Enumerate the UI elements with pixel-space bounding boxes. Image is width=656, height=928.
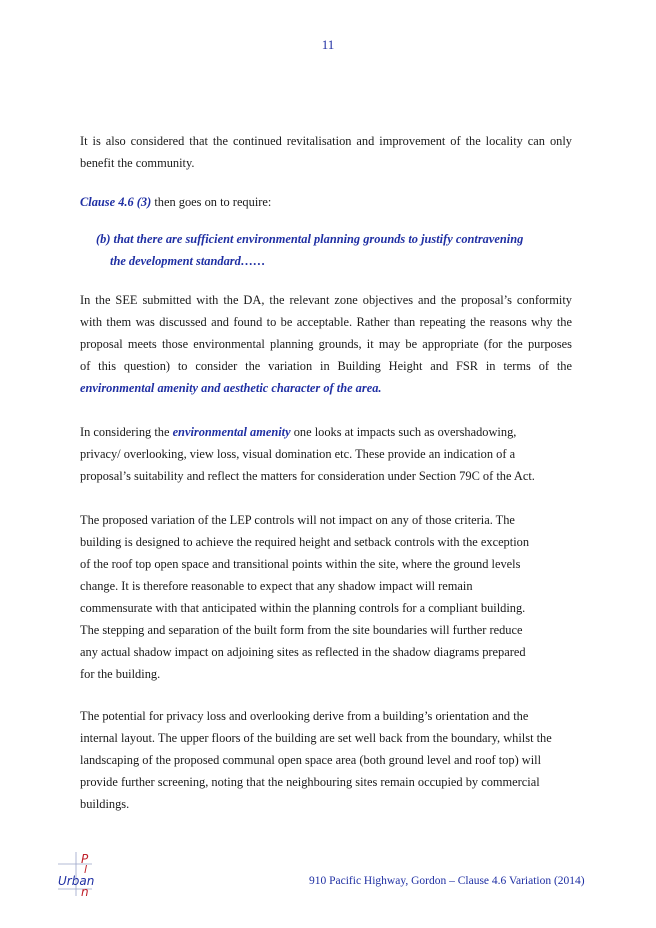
paragraph-line: buildings. (80, 797, 130, 811)
paragraph-line: commensurate with that anticipated within the planning controls for a compliant building. (80, 601, 526, 615)
quote-line: the development standard…… (110, 254, 266, 268)
paragraph-line: The stepping and separation of the built form from the site boundaries will further reduce (80, 623, 523, 637)
quote-line: (b) that there are sufficient environmental planning grounds to justify contravening (96, 232, 524, 246)
paragraph-environmental-amenity (80, 421, 572, 487)
paragraph-line: It is also considered that the continued revitalisation and improvement of the locality can only (80, 134, 572, 148)
urbanplan-logo (58, 852, 108, 896)
paragraph-see (80, 289, 572, 399)
paragraph-line: proposal meets those environmental planning grounds, it may be appropriate (for the purposes (80, 337, 572, 351)
logo-word-urban: Urban (58, 874, 95, 888)
paragraph-line: In the SEE submitted with the DA, the relevant zone objectives and the proposal’s conformity (80, 293, 572, 307)
paragraph-clause-intro (80, 191, 572, 213)
paragraph-line: The proposed variation of the LEP controls will not impact on any of those criteria. The (80, 513, 515, 527)
clause-reference: Clause 4.6 (3) (80, 195, 152, 209)
paragraph-line: privacy/ overlooking, view loss, visual domination etc. These provide an indication of a (80, 447, 516, 461)
footer-document-title: 910 Pacific Highway, Gordon – Clause 4.6 Variation (2014) (309, 875, 585, 887)
paragraph-line: change. It is therefore reasonable to expect that any shadow impact will remain (80, 579, 473, 593)
paragraph-revitalisation (80, 130, 572, 174)
paragraph-privacy (80, 705, 572, 815)
paragraph-line: landscaping of the proposed communal open space area (both ground level and roof top) will (80, 753, 542, 767)
paragraph-line: benefit the community. (80, 156, 195, 170)
paragraph-line: The potential for privacy loss and overlooking derive from a building’s orientation and the (80, 709, 529, 723)
paragraph-line: internal layout. The upper floors of the building are set well back from the boundary, whilst the (80, 731, 552, 745)
emphasis-environmental-amenity: environmental amenity (172, 425, 291, 439)
paragraph-lep-controls (80, 509, 572, 685)
paragraph-line: any actual shadow impact on adjoining sites as reflected in the shadow diagrams prepared (80, 645, 526, 659)
emphasis-amenity-character: environmental amenity and aesthetic character of the area. (80, 381, 382, 395)
paragraph-line: for the building. (80, 667, 161, 681)
paragraph-line: provide further screening, noting that the neighbouring sites remain occupied by commercial (80, 775, 540, 789)
logo-letter-n: n (81, 885, 89, 896)
paragraph-line: with them was discussed and found to be acceptable. Rather than repeating the reasons why the (80, 315, 572, 329)
paragraph-line: proposal’s suitability and reflect the matters for consideration under Section 79C of the Act. (80, 469, 535, 483)
paragraph-line: building is designed to achieve the required height and setback controls with the exception (80, 535, 530, 549)
clause-intro-text: then goes on to require: (151, 195, 272, 209)
paragraph-line: of the roof top open space and transitional points within the site, where the ground levels (80, 557, 521, 571)
text-start: In considering the (80, 425, 173, 439)
page-number: 11 (321, 37, 335, 52)
paragraph-line (80, 421, 572, 443)
logo-letter-l: l (84, 863, 88, 876)
text-end: one looks at impacts such as overshadowing, (290, 425, 517, 439)
paragraph-line: of this question) to consider the variation in Building Height and FSR in terms of the (80, 359, 572, 373)
logo-letter-p: P (81, 852, 89, 866)
quoted-requirement (96, 228, 566, 272)
